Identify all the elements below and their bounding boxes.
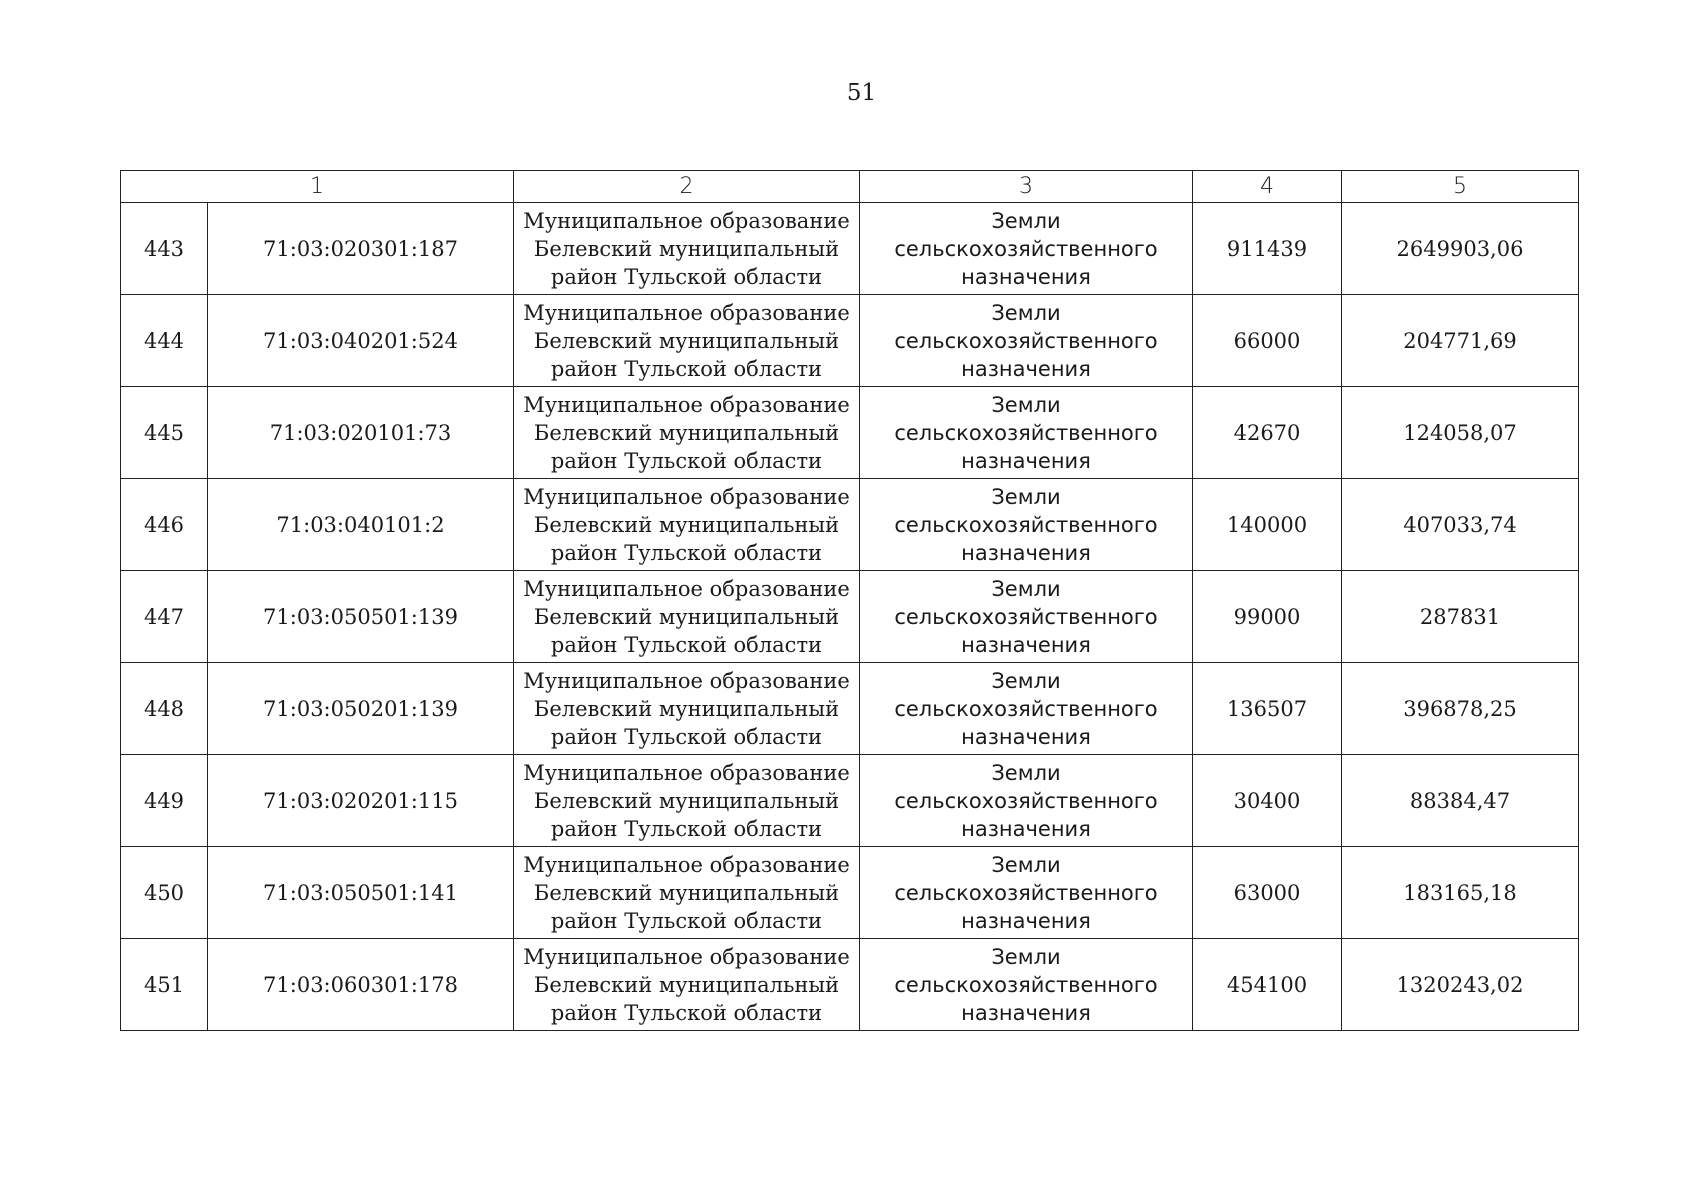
row-number: 446 [121, 479, 208, 571]
cadastral-value: 287831 [1342, 571, 1579, 663]
land-area: 911439 [1193, 203, 1342, 295]
owner-name [514, 847, 860, 939]
cadastral-number: 71:03:050501:141 [208, 847, 514, 939]
owner-name-line: район Тульской области [550, 264, 823, 289]
land-category-line: Земли [991, 392, 1061, 417]
owner-name-line: Белевский муниципальный [533, 604, 840, 629]
land-category [860, 755, 1193, 847]
cadastral-number: 71:03:020101:73 [208, 387, 514, 479]
table-row [121, 571, 1579, 663]
owner-name-line: Муниципальное образование [523, 300, 850, 325]
column-header-2: 2 [514, 171, 860, 203]
land-category-line: назначения [961, 908, 1091, 933]
cadastral-number: 71:03:060301:178 [208, 939, 514, 1031]
land-category-line: Земли [991, 576, 1061, 601]
owner-name-line: Белевский муниципальный [533, 512, 840, 537]
owner-name [514, 755, 860, 847]
owner-name [514, 387, 860, 479]
land-area: 140000 [1193, 479, 1342, 571]
land-area: 30400 [1193, 755, 1342, 847]
cadastral-value: 124058,07 [1342, 387, 1579, 479]
table-row [121, 847, 1579, 939]
owner-name [514, 203, 860, 295]
cadastral-number: 71:03:050201:139 [208, 663, 514, 755]
land-category-line: Земли [991, 300, 1061, 325]
land-category [860, 571, 1193, 663]
cadastral-number: 71:03:040201:524 [208, 295, 514, 387]
row-number: 450 [121, 847, 208, 939]
land-category-line: Земли [991, 668, 1061, 693]
owner-name-line: район Тульской области [550, 724, 823, 749]
cadastral-value: 88384,47 [1342, 755, 1579, 847]
cadastral-number: 71:03:020201:115 [208, 755, 514, 847]
cadastral-value: 183165,18 [1342, 847, 1579, 939]
land-category-line: сельскохозяйственного [894, 972, 1158, 997]
land-category-line: сельскохозяйственного [894, 880, 1158, 905]
owner-name [514, 479, 860, 571]
owner-name [514, 939, 860, 1031]
owner-name-line: район Тульской области [550, 356, 823, 381]
land-area: 42670 [1193, 387, 1342, 479]
row-number: 451 [121, 939, 208, 1031]
land-category-line: Земли [991, 944, 1061, 969]
land-category-line: сельскохозяйственного [894, 512, 1158, 537]
land-category [860, 663, 1193, 755]
owner-name-line: район Тульской области [550, 1000, 823, 1025]
owner-name-line: Белевский муниципальный [533, 788, 840, 813]
land-area: 63000 [1193, 847, 1342, 939]
column-number-header-row [121, 171, 1579, 203]
land-category-line: сельскохозяйственного [894, 420, 1158, 445]
land-category [860, 939, 1193, 1031]
land-category-line: назначения [961, 356, 1091, 381]
table-row [121, 479, 1579, 571]
table-body [121, 171, 1579, 1031]
land-category-line: Земли [991, 760, 1061, 785]
land-category-line: Земли [991, 208, 1061, 233]
land-category-line: назначения [961, 632, 1091, 657]
land-category-line: сельскохозяйственного [894, 604, 1158, 629]
land-category-line: сельскохозяйственного [894, 788, 1158, 813]
owner-name-line: Белевский муниципальный [533, 236, 840, 261]
land-category-line: сельскохозяйственного [894, 236, 1158, 261]
table-row [121, 939, 1579, 1031]
land-area: 454100 [1193, 939, 1342, 1031]
cadastral-number: 71:03:050501:139 [208, 571, 514, 663]
owner-name-line: Белевский муниципальный [533, 696, 840, 721]
land-category-line: сельскохозяйственного [894, 696, 1158, 721]
table-row [121, 387, 1579, 479]
land-category [860, 479, 1193, 571]
row-number: 443 [121, 203, 208, 295]
owner-name [514, 663, 860, 755]
land-category [860, 295, 1193, 387]
row-number: 445 [121, 387, 208, 479]
table-row [121, 755, 1579, 847]
owner-name-line: Белевский муниципальный [533, 972, 840, 997]
owner-name-line: Муниципальное образование [523, 392, 850, 417]
owner-name-line: Муниципальное образование [523, 760, 850, 785]
column-header-3: 3 [860, 171, 1193, 203]
row-number: 448 [121, 663, 208, 755]
table-row [121, 203, 1579, 295]
table-row [121, 663, 1579, 755]
owner-name-line: Муниципальное образование [523, 852, 850, 877]
owner-name-line: район Тульской области [550, 632, 823, 657]
table-row [121, 295, 1579, 387]
cadastral-value: 2649903,06 [1342, 203, 1579, 295]
land-category-line: назначения [961, 1000, 1091, 1025]
owner-name-line: район Тульской области [550, 448, 823, 473]
page-number: 51 [846, 80, 877, 106]
land-category [860, 203, 1193, 295]
owner-name [514, 571, 860, 663]
column-header-4: 4 [1193, 171, 1342, 203]
land-category-line: назначения [961, 264, 1091, 289]
land-area: 99000 [1193, 571, 1342, 663]
column-header-5: 5 [1342, 171, 1579, 203]
owner-name [514, 295, 860, 387]
owner-name-line: Белевский муниципальный [533, 880, 840, 905]
land-category [860, 387, 1193, 479]
row-number: 444 [121, 295, 208, 387]
column-header-1: 1 [121, 171, 514, 203]
cadastral-value: 396878,25 [1342, 663, 1579, 755]
cadastral-value: 204771,69 [1342, 295, 1579, 387]
cadastral-number: 71:03:020301:187 [208, 203, 514, 295]
owner-name-line: район Тульской области [550, 908, 823, 933]
land-area: 66000 [1193, 295, 1342, 387]
owner-name-line: район Тульской области [550, 816, 823, 841]
owner-name-line: Белевский муниципальный [533, 420, 840, 445]
land-category-line: сельскохозяйственного [894, 328, 1158, 353]
land-category [860, 847, 1193, 939]
land-category-line: назначения [961, 448, 1091, 473]
cadastral-value: 1320243,02 [1342, 939, 1579, 1031]
land-area: 136507 [1193, 663, 1342, 755]
land-category-line: назначения [961, 540, 1091, 565]
row-number: 449 [121, 755, 208, 847]
cadastral-number: 71:03:040101:2 [208, 479, 514, 571]
land-register-table [120, 170, 1579, 1031]
owner-name-line: Муниципальное образование [523, 668, 850, 693]
owner-name-line: Муниципальное образование [523, 944, 850, 969]
cadastral-value: 407033,74 [1342, 479, 1579, 571]
row-number: 447 [121, 571, 208, 663]
owner-name-line: Муниципальное образование [523, 576, 850, 601]
owner-name-line: район Тульской области [550, 540, 823, 565]
land-category-line: назначения [961, 724, 1091, 749]
land-category-line: Земли [991, 852, 1061, 877]
land-category-line: назначения [961, 816, 1091, 841]
land-category-line: Земли [991, 484, 1061, 509]
owner-name-line: Муниципальное образование [523, 484, 850, 509]
owner-name-line: Муниципальное образование [523, 208, 850, 233]
owner-name-line: Белевский муниципальный [533, 328, 840, 353]
